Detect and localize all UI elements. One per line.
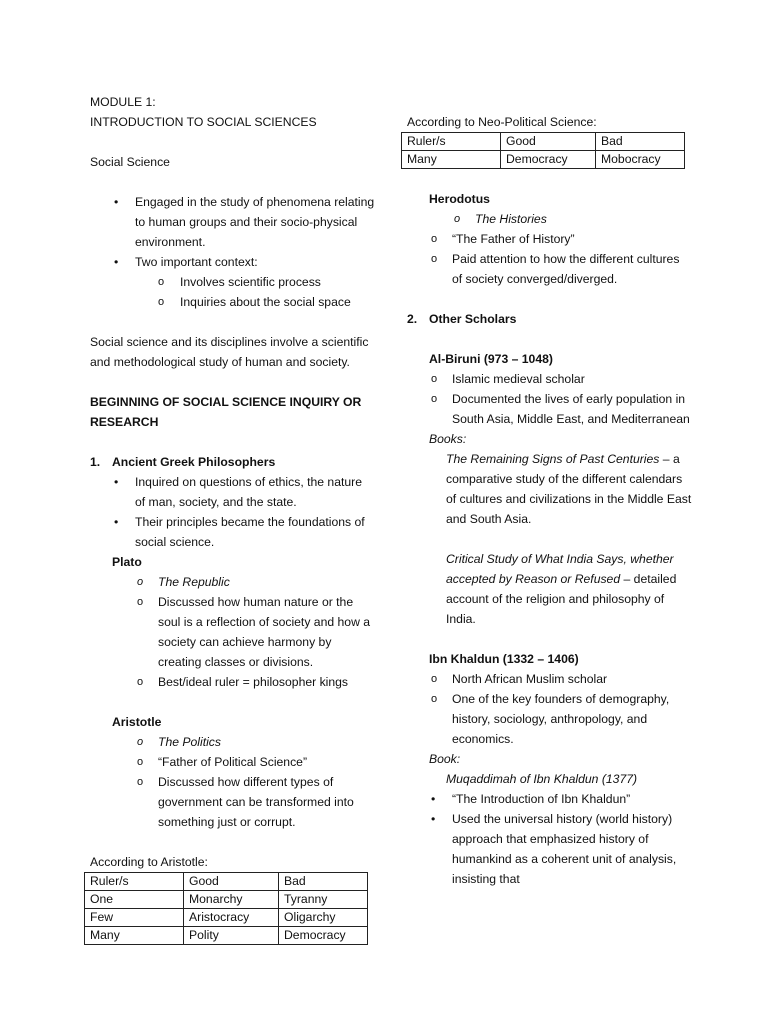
list-item: o The Politics <box>90 732 375 752</box>
book-1: The Remaining Signs of Past Centuries – a comparative study of the different calendars of cultures and civilizations in the Middle East and South Asia. <box>446 452 692 526</box>
aristotle-name: Aristotle <box>112 715 162 729</box>
herodotus-items <box>407 209 692 289</box>
circle-bullet-icon: o <box>137 756 144 768</box>
aristotle-table <box>84 872 368 945</box>
circle-bullet-icon: o <box>158 296 165 308</box>
neo-table-caption: According to Neo-Political Science: <box>407 115 597 129</box>
list-item: o Discussed how human nature or the soul is a reflection of society and how a society can achieve harmony by creating classes or divisions. <box>90 592 375 672</box>
bullet-icon: • <box>114 195 119 209</box>
list-item: o North African Muslim scholar <box>407 669 692 689</box>
table-cell: One <box>85 891 184 909</box>
module-title: INTRODUCTION TO SOCIAL SCIENCES <box>90 115 317 129</box>
social-science-bullets <box>90 192 375 312</box>
list-item: o Involves scientific process <box>90 272 375 292</box>
bullet-icon: • <box>431 812 436 826</box>
table-row <box>85 891 368 909</box>
section-1-heading: 1. Ancient Greek Philosophers <box>90 455 276 469</box>
book-3-title: Muqaddimah of Ibn Khaldun (1377) <box>446 772 638 786</box>
table-cell: Mobocracy <box>596 151 685 169</box>
circle-bullet-icon: o <box>431 673 438 685</box>
khaldun-items <box>407 669 692 749</box>
bullet-icon: • <box>114 475 119 489</box>
list-item: • “The Introduction of Ibn Khaldun” <box>407 789 692 809</box>
table-row <box>402 151 685 169</box>
albiruni-name: Al-Biruni (973 – 1048) <box>429 352 553 366</box>
table-row <box>85 873 368 891</box>
list-item: o “Father of Political Science” <box>90 752 375 772</box>
circle-bullet-icon: o <box>137 736 144 748</box>
list-item: • Engaged in the study of phenomena relating to human groups and their socio-physical environment. <box>90 192 375 252</box>
table-cell: Oligarchy <box>279 909 368 927</box>
book-label: Book: <box>429 752 461 766</box>
table-cell: Democracy <box>279 927 368 945</box>
right-column <box>407 112 692 889</box>
list-item: • Used the universal history (world history) approach that emphasized history of humankind as a coherent unit of analysis, insisting that <box>407 809 692 889</box>
books-label: Books: <box>429 432 467 446</box>
table-cell: Good <box>184 873 279 891</box>
table-row <box>85 909 368 927</box>
table-row <box>402 133 685 151</box>
bullet-icon: • <box>431 792 436 806</box>
table-cell: Many <box>85 927 184 945</box>
social-science-heading: Social Science <box>90 155 170 169</box>
table-cell: Tyranny <box>279 891 368 909</box>
list-item: o The Republic <box>90 572 375 592</box>
social-science-paragraph: Social science and its disciplines involve a scientific and methodological study of human and society. <box>90 335 369 369</box>
table-cell: Few <box>85 909 184 927</box>
table-cell: Democracy <box>501 151 596 169</box>
circle-bullet-icon: o <box>431 373 438 385</box>
table-cell: Good <box>501 133 596 151</box>
list-item: o The Histories <box>407 209 692 229</box>
circle-bullet-icon: o <box>137 596 144 608</box>
table-cell: Bad <box>279 873 368 891</box>
left-column <box>90 92 375 945</box>
greek-bullets <box>90 472 375 552</box>
list-item: o Documented the lives of early population in South Asia, Middle East, and Mediterranean <box>407 389 692 429</box>
list-item: o Paid attention to how the different cultures of society converged/diverged. <box>407 249 692 289</box>
circle-bullet-icon: o <box>431 693 438 705</box>
table-cell: Bad <box>596 133 685 151</box>
circle-bullet-icon: o <box>137 676 144 688</box>
module-label: MODULE 1: <box>90 95 156 109</box>
aristotle-table-caption: According to Aristotle: <box>90 855 208 869</box>
plato-items <box>90 572 375 692</box>
table-cell: Aristocracy <box>184 909 279 927</box>
circle-bullet-icon: o <box>137 576 144 588</box>
list-item: • Two important context: <box>90 252 375 272</box>
table-cell: Many <box>402 151 501 169</box>
list-item: o Discussed how different types of government can be transformed into something just or corrupt. <box>90 772 375 832</box>
table-cell: Ruler/s <box>85 873 184 891</box>
bullet-icon: • <box>114 515 119 529</box>
book-3-bullets <box>407 789 692 889</box>
book-2: Critical Study of What India Says, whether accepted by Reason or Refused – detailed account of the religion and philosophy of India. <box>446 552 677 626</box>
circle-bullet-icon: o <box>431 253 438 265</box>
aristotle-items <box>90 732 375 832</box>
neo-political-table <box>401 132 685 169</box>
herodotus-name: Herodotus <box>429 192 490 206</box>
table-cell: Ruler/s <box>402 133 501 151</box>
beginning-heading: BEGINNING OF SOCIAL SCIENCE INQUIRY OR RESEARCH <box>90 395 362 429</box>
albiruni-items <box>407 369 692 429</box>
circle-bullet-icon: o <box>137 776 144 788</box>
list-item: o Inquiries about the social space <box>90 292 375 312</box>
khaldun-name: Ibn Khaldun (1332 – 1406) <box>429 652 579 666</box>
circle-bullet-icon: o <box>431 393 438 405</box>
circle-bullet-icon: o <box>158 276 165 288</box>
bullet-icon: • <box>114 255 119 269</box>
list-item: o “The Father of History” <box>407 229 692 249</box>
list-item: o Islamic medieval scholar <box>407 369 692 389</box>
list-item: o One of the key founders of demography, history, sociology, anthropology, and economics. <box>407 689 692 749</box>
list-item: • Inquired on questions of ethics, the nature of man, society, and the state. <box>90 472 375 512</box>
plato-name: Plato <box>112 555 142 569</box>
circle-bullet-icon: o <box>454 213 461 225</box>
section-2-heading: 2. Other Scholars <box>407 312 517 326</box>
table-cell: Polity <box>184 927 279 945</box>
list-item: • Their principles became the foundations of social science. <box>90 512 375 552</box>
circle-bullet-icon: o <box>431 233 438 245</box>
table-row <box>85 927 368 945</box>
table-cell: Monarchy <box>184 891 279 909</box>
list-item: o Best/ideal ruler = philosopher kings <box>90 672 375 692</box>
